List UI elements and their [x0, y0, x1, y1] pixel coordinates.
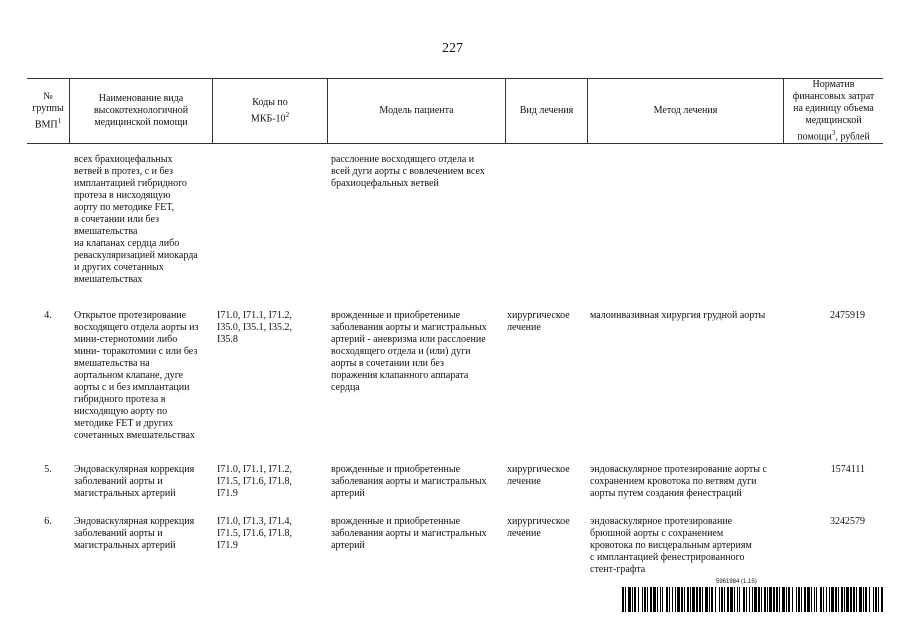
header-codes: Коды по МКБ-$10^2$	[250, 96, 290, 125]
barcode-image	[622, 587, 884, 612]
row-name: всех брахиоцефальных ветвей в протез, с и без имплантацией гибридного протеза в нисходящую аорту по методике FET, в сочетании или без вмешательства на клапанах сердца либо реваскуляризацией миокарда и других сочетанных вмешательствах	[74, 154, 198, 285]
row-cost: 2475919	[830, 310, 865, 321]
row-codes: I71.0, I71.1, I71.2, I71.5, I71.6, I71.8, I71.9	[217, 464, 292, 499]
row-name: Эндоваскулярная коррекция заболеваний аорты и магистральных артерий	[74, 464, 195, 499]
row-model: врожденные и приобретенные заболевания аорты и магистральных артерий	[331, 464, 487, 499]
row-number: 6.	[44, 516, 52, 527]
row-cost: 1574111	[830, 464, 865, 475]
header-name: Наименование вида высокотехнологичной медицинской помощи	[93, 93, 189, 128]
row-model: расслоение восходящего отдела и всей дуги аорты с вовлечением всех брахиоцефальных ветвей	[331, 154, 485, 189]
header-method: Метод лечения	[653, 105, 718, 116]
row-name: Открытое протезирование восходящего отдела аорты из мини-стернотомии либо мини- торакотомии с или без вмешательства на аортальном клапане, дуге аорты с и без имплантации гибридного протеза в нисходящую аорту по методике FET и других сочетанных вмешательствах	[74, 310, 199, 441]
row-type: хирургическое лечение	[507, 464, 570, 487]
row-type: хирургическое лечение	[507, 310, 570, 333]
document-code: 5961984 (1.15)	[716, 579, 757, 585]
row-type: хирургическое лечение	[507, 516, 570, 539]
row-name: Эндоваскулярная коррекция заболеваний аорты и магистральных артерий	[74, 516, 195, 551]
row-codes: I71.0, I71.1, I71.2, I35.0, I35.1, I35.2, I35.8	[217, 310, 292, 345]
header-group: № группы ВМП$^1$	[32, 90, 64, 131]
row-method: эндоваскулярное протезирование брюшной аорты с сохранением кровотока по висцеральным артериям с имплантацией фенестрированного стент-графта	[590, 516, 752, 575]
row-method: малоинвазивная хирургия грудной аорты	[590, 310, 766, 321]
row-number: 4.	[44, 310, 52, 321]
row-codes: I71.0, I71.3, I71.4, I71.5, I71.6, I71.8, I71.9	[217, 516, 292, 551]
header-model: Модель пациента	[379, 105, 454, 116]
header-type: Вид лечения	[519, 105, 574, 116]
row-model: врожденные и приобретенные заболевания аорты и магистральных артерий - аневризма или расслоение восходящего отдела и (или) дуги аорты в сочетании или без поражения клапанного аппарата сердца	[331, 310, 487, 393]
row-method: эндоваскулярное протезирование аорты с сохранением кровотока по ветвям дуги аорты путем создания фенестраций	[590, 464, 767, 499]
row-model: врожденные и приобретенные заболевания аорты и магистральных артерий	[331, 516, 487, 551]
header-cost: Норматив финансовых затрат на единицу объема медицинской помощи$^3$, рублей	[792, 78, 875, 143]
row-number: 5.	[44, 464, 52, 475]
header-bottom-rule	[27, 143, 883, 144]
page-number: 227	[442, 41, 463, 56]
row-cost: 3242579	[830, 516, 865, 527]
